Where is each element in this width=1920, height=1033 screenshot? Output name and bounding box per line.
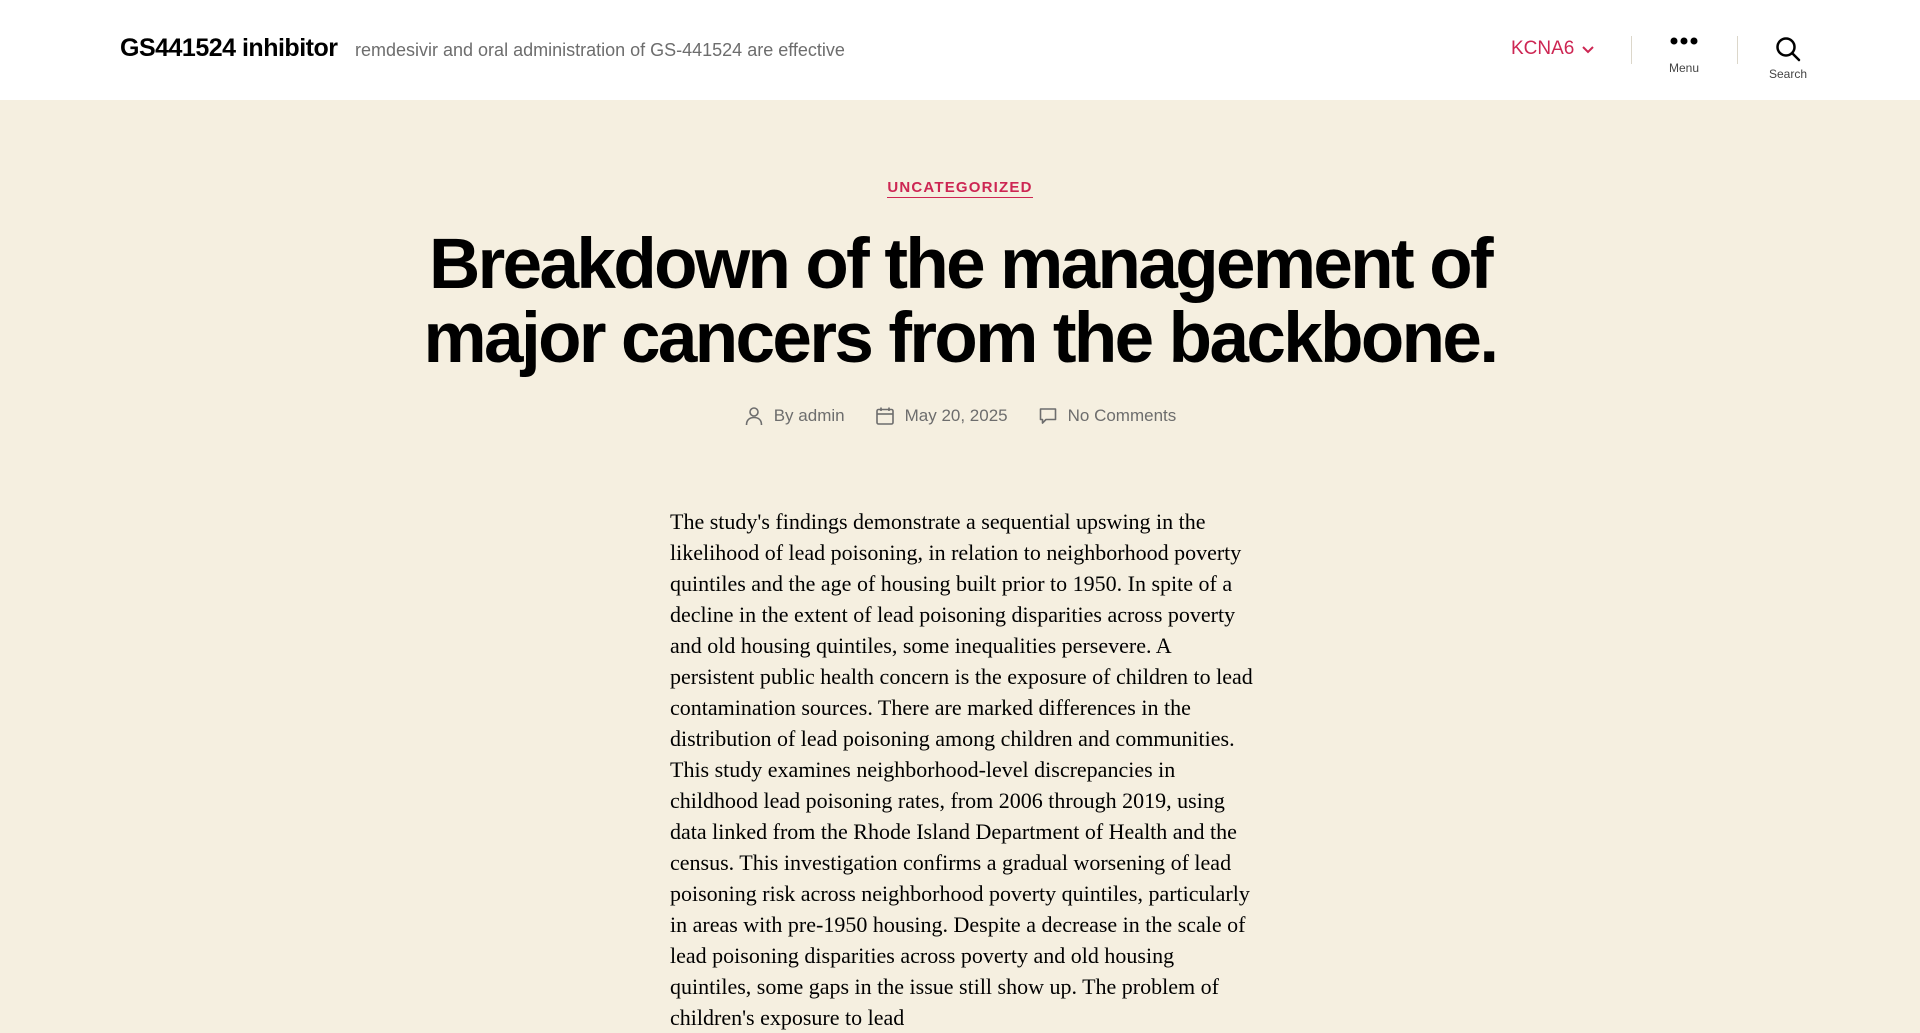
primary-menu-item-kcna6[interactable] bbox=[1511, 38, 1596, 60]
site-description: remdesivir and oral administration of GS-441524 are effective bbox=[355, 40, 845, 60]
search-icon bbox=[1775, 36, 1801, 62]
header-divider bbox=[1737, 36, 1738, 64]
menu-toggle-label: Menu bbox=[1668, 61, 1700, 75]
post-comments bbox=[1038, 406, 1177, 426]
post-title: Breakdown of the management of major cancers from the backbone. bbox=[423, 225, 1497, 378]
post-author bbox=[744, 406, 845, 426]
post-meta bbox=[0, 406, 1920, 426]
calendar-icon bbox=[875, 406, 895, 426]
author-link[interactable]: admin bbox=[798, 406, 845, 425]
category-link[interactable]: UNCATEGORIZED bbox=[887, 179, 1033, 196]
menu-toggle-button[interactable] bbox=[1644, 34, 1724, 75]
author-prefix: By bbox=[773, 406, 794, 425]
post-paragraph: The study's findings demonstrate a sequential upswing in the likelihood of lead poisoning, in relation to neighborhood poverty quintiles and the age of housing built prior to 1950. In spite of a decline in the extent of lead poisoning disparities across poverty and old housing quintiles, some inequalities persevere. A persistent public health concern is the exposure of children to lead contamination sources. There are marked differences in the distribution of lead poisoning among children and communities. This study examines neighborhood-level discrepancies in childhood lead poisoning rates, from 2006 through 2019, using data linked from the Rhode Island Department of Health and the census. This investigation confirms a gradual worsening of lead poisoning risk across neighborhood poverty quintiles, particularly in areas with pre-1950 housing. Despite a decrease in the scale of lead poisoning disparities across poverty and old housing quintiles, some gaps in the issue still show up. The problem of children's exposure to lead bbox=[670, 509, 1253, 1030]
comments-link[interactable]: No Comments bbox=[1067, 406, 1177, 425]
post-date bbox=[875, 406, 1008, 426]
post-body bbox=[670, 506, 1260, 1033]
site-title-link[interactable]: GS441524 inhibitor bbox=[120, 34, 338, 62]
search-toggle-button[interactable] bbox=[1748, 36, 1828, 81]
comment-icon bbox=[1038, 406, 1058, 426]
primary-menu-item-label: KCNA6 bbox=[1511, 38, 1575, 59]
user-icon bbox=[744, 406, 764, 426]
chevron-down-icon bbox=[1580, 41, 1596, 57]
search-toggle-label: Search bbox=[1768, 67, 1808, 81]
post-category bbox=[0, 179, 1920, 197]
site-header bbox=[0, 0, 1920, 100]
ellipsis-icon bbox=[1670, 34, 1698, 48]
header-divider bbox=[1631, 36, 1632, 64]
date-link[interactable]: May 20, 2025 bbox=[904, 406, 1008, 425]
